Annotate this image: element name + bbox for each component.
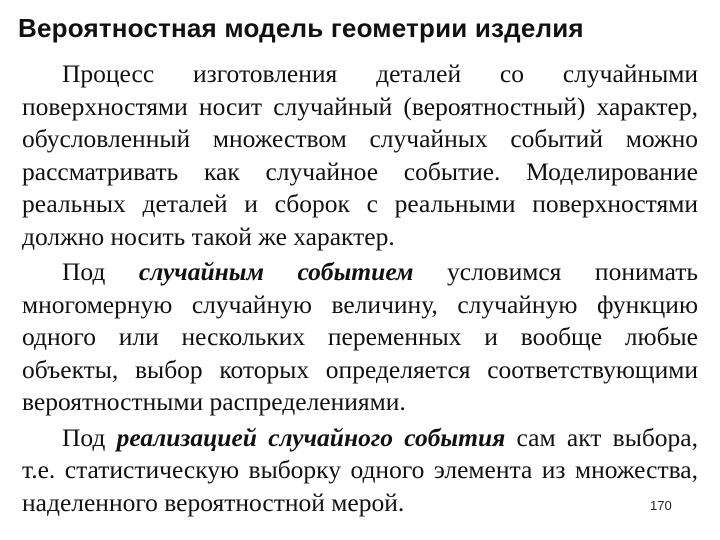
term-random-event: случайным событием	[138, 257, 414, 286]
paragraph-realization	[22, 422, 698, 520]
paragraph-random-event	[22, 256, 698, 419]
term-realization: реализацией случайного события	[116, 422, 506, 452]
page-number: 170	[650, 498, 672, 513]
paragraph-text: Процесс изготовления деталей со случайными поверхностями носит случайный (вероятностный) характер, обусловленный множеством случайных событий можно рассматривать как случайное событие. Моделирование реальных деталей и сборок с реальными поверхностями должно носить такой же характер.	[22, 59, 698, 251]
paragraph-lead: Под	[62, 422, 117, 452]
slide-title: Вероятностная модель геометрии изделия	[18, 13, 584, 43]
paragraph-text: условимся понимать многомерную случайную величину, случайную функцию одного или нескольких переменных и вообще любые объекты, выбор которых определяется соответствующими вероятностными распределениями.	[22, 257, 699, 416]
paragraph-lead: Под	[62, 257, 139, 286]
paragraph-process	[22, 58, 698, 253]
body-text	[22, 58, 698, 522]
paragraph-text: сам акт выбора, т.е. статистическую выборку одного элемента из множества, наделенного вероятностной мерой.	[22, 422, 698, 517]
